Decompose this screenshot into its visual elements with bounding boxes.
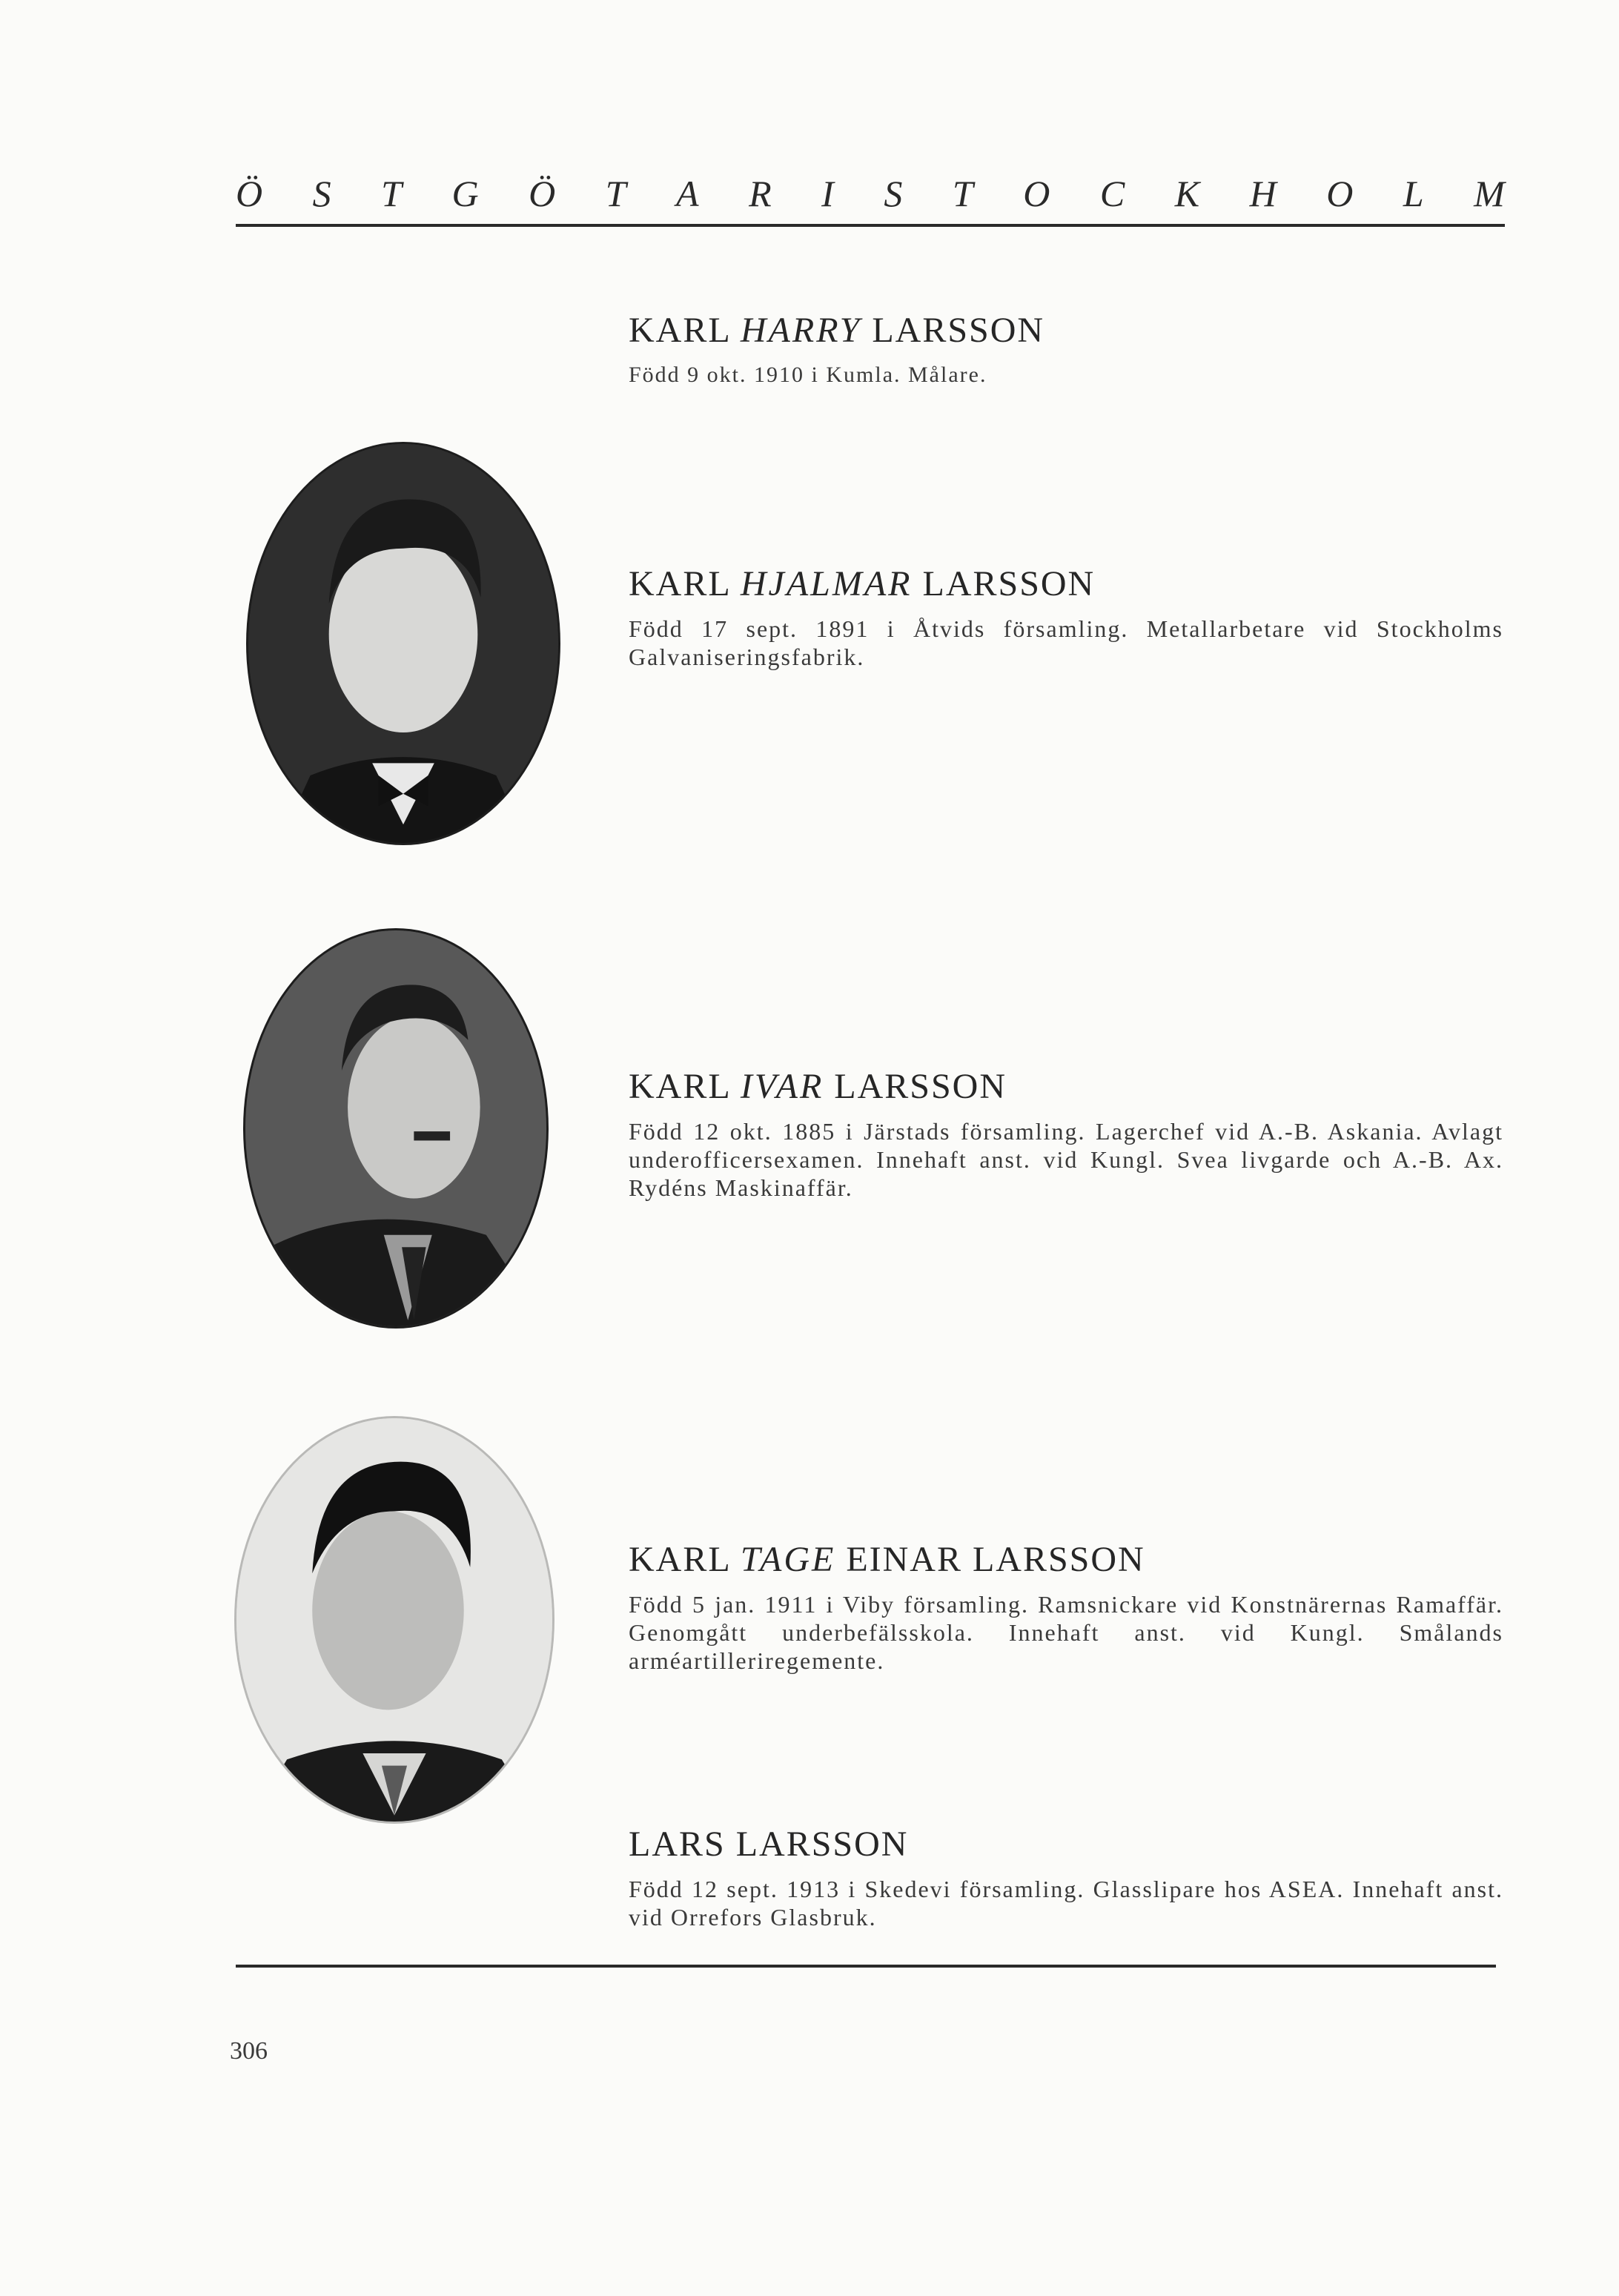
running-head-letter: S bbox=[884, 173, 903, 214]
portrait-photo bbox=[234, 1416, 554, 1824]
entry-text: Född 5 jan. 1911 i Viby församling. Ramsnickare vid Konstnärernas Ramaffär. Genomgått underbefälsskola. Innehaft anst. vid Kungl. Smålands arméartilleriregemente. bbox=[629, 1591, 1503, 1674]
running-head-letter: Ö bbox=[236, 173, 263, 214]
name-first: KARL bbox=[629, 311, 730, 350]
name-called: TAGE bbox=[740, 1540, 836, 1579]
running-head bbox=[236, 172, 1505, 215]
entry-name bbox=[629, 1539, 1503, 1580]
name-first: KARL bbox=[629, 564, 730, 603]
entry-karl-hjalmar-larsson bbox=[629, 563, 1503, 671]
name-called: IVAR bbox=[740, 1067, 824, 1106]
running-head-letter: K bbox=[1174, 173, 1200, 214]
name-rest: EINAR LARSSON bbox=[846, 1540, 1145, 1579]
name-first: KARL bbox=[629, 1540, 730, 1579]
running-head-letter: R bbox=[749, 173, 772, 214]
portrait-icon bbox=[248, 444, 558, 843]
entry-text: Född 9 okt. 1910 i Kumla. Målare. bbox=[629, 363, 987, 387]
running-head-letter: T bbox=[605, 173, 626, 214]
running-head-letter: T bbox=[381, 173, 402, 214]
footer-rule bbox=[236, 1965, 1496, 1968]
name-rest: LARSSON bbox=[872, 311, 1045, 350]
name-first: LARS bbox=[629, 1824, 726, 1864]
entry-karl-tage-einar-larsson bbox=[629, 1539, 1503, 1675]
running-head-letter: G bbox=[451, 173, 479, 214]
portrait-photo bbox=[246, 442, 560, 845]
portrait-icon bbox=[245, 930, 546, 1326]
portrait-photo bbox=[243, 928, 549, 1329]
running-head-letter: L bbox=[1403, 173, 1424, 214]
running-head-letter: M bbox=[1474, 173, 1505, 214]
entry-text: Född 12 sept. 1913 i Skedevi församling. Glasslipare hos ASEA. Innehaft anst. vid Orrefors Glasbruk. bbox=[629, 1876, 1503, 1931]
page-number: 306 bbox=[230, 2037, 268, 2065]
entry-name bbox=[629, 563, 1503, 604]
running-head-letter: S bbox=[312, 173, 331, 214]
entry-name bbox=[629, 1066, 1503, 1107]
header-rule bbox=[236, 224, 1505, 227]
portrait-icon bbox=[236, 1418, 552, 1822]
running-head-letter: C bbox=[1099, 173, 1125, 214]
entry-name bbox=[629, 1824, 1503, 1865]
running-head-letter: I bbox=[821, 173, 834, 214]
running-head-letter: T bbox=[952, 173, 973, 214]
name-rest: LARSSON bbox=[834, 1067, 1007, 1106]
running-head-letter: O bbox=[1023, 173, 1050, 214]
name-called: HARRY bbox=[740, 311, 862, 350]
entry-karl-harry-larsson bbox=[629, 310, 1503, 389]
entry-lars-larsson bbox=[629, 1824, 1503, 1931]
entry-text: Född 17 sept. 1891 i Åtvids församling. Metallarbetare vid Stockholms Galvaniseringsfabrik. bbox=[629, 615, 1503, 670]
name-called: HJALMAR bbox=[740, 564, 913, 603]
entry-name bbox=[629, 310, 1503, 351]
running-head-letter: A bbox=[676, 173, 699, 214]
running-head-letter: Ö bbox=[529, 173, 556, 214]
name-rest: LARSSON bbox=[922, 564, 1096, 603]
name-rest: LARSSON bbox=[735, 1824, 909, 1864]
name-first: KARL bbox=[629, 1067, 730, 1106]
running-head-letter: H bbox=[1249, 173, 1277, 214]
entry-text: Född 12 okt. 1885 i Järstads församling. Lagerchef vid A.-B. Askania. Avlagt underofficersexamen. Innehaft anst. vid Kungl. Svea livgarde och A.-B. Ax. Rydéns Maskinaffär. bbox=[629, 1118, 1503, 1201]
running-head-letter: O bbox=[1326, 173, 1354, 214]
entry-karl-ivar-larsson bbox=[629, 1066, 1503, 1202]
